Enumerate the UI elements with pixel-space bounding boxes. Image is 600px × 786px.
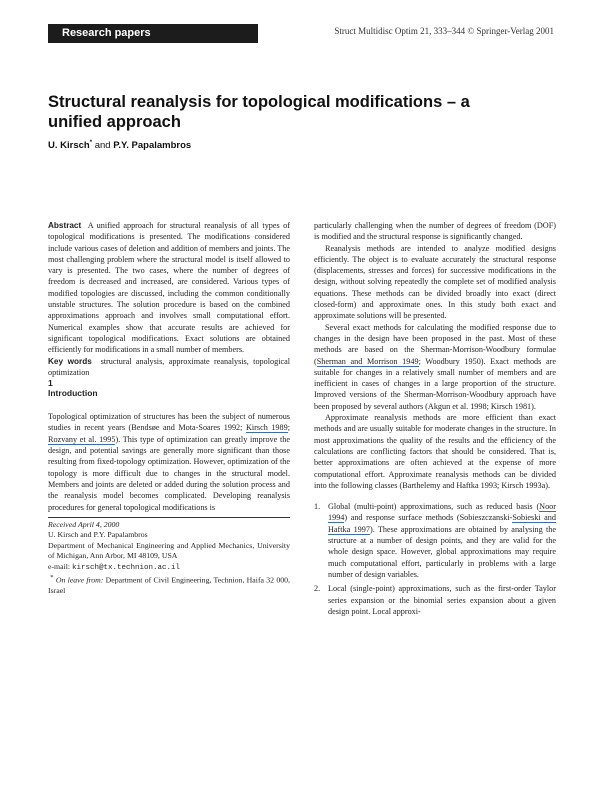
list-text-part: Global (multi-point) approximations, such as reduced basis ( (328, 502, 540, 512)
paragraph-text: Several exact methods for calculating the modified response due to changes in the design have been proposed in the past. Most of these methods are based on the Sherman-Morrison-Woodbury formulae ( (314, 322, 556, 366)
paragraph: Reanalysis methods are intended to analyze modified designs efficiently. The object is to evaluate accurately the structural response (displacements, stresses and forces) for successive modifications in the design, without solving repeatedly the complete set of modified analysis equations. These methods can be divided broadly into exact (direct closed-form) and approximate ones. In this study both exact and approximate solutions will be presented. (314, 243, 556, 321)
author-1-footnote-mark: * (89, 140, 93, 146)
list-text: Local (single-point) approximations, such as the first-order Taylor series expansion or the binomial series expansion about a given design point. Local approxi- (328, 584, 556, 616)
keywords (48, 356, 290, 379)
affiliation: Department of Mechanical Engineering and Applied Mechanics, University of Michigan, Ann Arbor, MI 48109, USA (48, 540, 290, 561)
section-number: 1 (48, 378, 53, 389)
paragraph-text: ; Woodbury 1950). Exact methods are suitable for changes in a relatively small number of members and are inefficient in cases of changes in a large proportion of the structure. Improved versions of the Sherman-Morrison-Woodbury approach have been proposed by several authors (Akgun et al. 1998; Kirsch 1981). (314, 356, 556, 411)
footnote-divider (48, 517, 290, 518)
right-column (314, 220, 556, 617)
copyright-holder: U. Kirsch and P.Y. Papalambros (48, 530, 148, 540)
paragraph (314, 322, 556, 412)
paper-title: Structural reanalysis for topological modifications – a unified approach (48, 93, 470, 131)
section-title: Introduction (48, 388, 98, 399)
intro-paragraph (48, 411, 290, 513)
author-2: P.Y. Papalambros (113, 140, 192, 152)
list-number: 2. (314, 584, 321, 594)
list-item (314, 501, 556, 580)
list-text (328, 501, 556, 580)
intro-text-3: ). This type of optimization can greatly improve the design, and potential savings are generally more significant than those resulting from fixed-topology optimization. However, optimization of the topology is more difficult due to changes in the structural model. Members and joints are deleted or added during the solution process and the reanalysis model becomes complicated. Developing reanalysis procedures for general topological modifications is (48, 434, 290, 512)
abstract-text: A unified approach for structural reanalysis of all types of topological modifications is presented. The modifications considered include various cases of deletion and addition of members and joints. The most challenging problem where the structural model is itself allowed to vary is presented. The two cases, where the number of degrees of freedom is decreased and increased, are considered. Various types of modified topologies are discussed, including the common conditionally unstable structures. The solution procedure is based on the combined approximations approach and involves small computational effort. Numerical examples show that accurate results are achieved for significant topological modifications. Exact solutions are obtained efficiently for modifications in a small number of members. (48, 221, 290, 355)
received-date (48, 520, 290, 531)
left-column (48, 220, 290, 597)
email-address[interactable]: kirsch@tx.technion.ac.il (72, 563, 181, 572)
section-label: Research papers (48, 24, 258, 43)
received-text: Received April 4, 2000 (48, 519, 120, 529)
citation-link[interactable]: Kirsch 1989 (245, 423, 288, 433)
abstract-label: Abstract (48, 221, 82, 230)
leave-text: Department of Civil Engineering, Technion, Haifa 32 000, Israel (48, 575, 290, 596)
author-1: U. Kirsch (48, 140, 90, 152)
email-line (48, 562, 290, 574)
paragraph: Approximate reanalysis methods are more efficient than exact methods and are usually suitable for moderate changes in the structure. In most approximations the quality of the results and the efficiency of the calculations are conflicting factors that should be considered. That is, better approximations are often achieved at the expense of more computational effort. Approximate reanalysis methods can be divided into the following classes (Barthelemy and Haftka 1993; Kirsch 1993a). (314, 413, 556, 490)
keywords-label: Key words (48, 356, 92, 366)
paragraph: particularly challenging when the number of degrees of freedom (DOF) is modified and the structural response is significantly changed. (314, 221, 556, 242)
list-number: 1. (314, 502, 321, 512)
intro-text-2: ; (287, 423, 290, 433)
list-text-part: ). These approximations are obtained by analysing the structure at a number of design points, and they are valid for the whole design space. However, global approximations may require much computational effort, particularly in problems with a large number of design variables. (328, 524, 556, 579)
keywords-text: structural analysis, approximate reanalysis, topological optimization (48, 356, 291, 377)
citation-link[interactable]: Sherman and Morrison 1949 (316, 356, 419, 366)
author-separator: and (92, 140, 114, 152)
email-label: e-mail: (48, 561, 73, 571)
citation-link[interactable]: Noor 1994 (328, 502, 556, 523)
leave-footnote-mark: * (50, 574, 54, 582)
list-item (314, 583, 556, 617)
citation-link[interactable]: Rozvany et al. 1995 (48, 434, 116, 444)
abstract (48, 220, 290, 356)
journal-citation: Struct Multidisc Optim 21, 333–344 © Springer-Verlag 2001 (334, 26, 554, 36)
list-text-part: ) and response surface methods (Sobieszczanski- (344, 513, 513, 523)
intro-text-1: Topological optimization of structures has been the subject of numerous studies in recent years (Bendsøe and Mota-Soares 1992; (48, 412, 290, 433)
citation-link[interactable]: Sobieski and Haftka 1997 (328, 513, 556, 534)
author-line (48, 140, 191, 151)
leave-label: On leave from: (55, 575, 104, 585)
leave-note (48, 573, 290, 597)
